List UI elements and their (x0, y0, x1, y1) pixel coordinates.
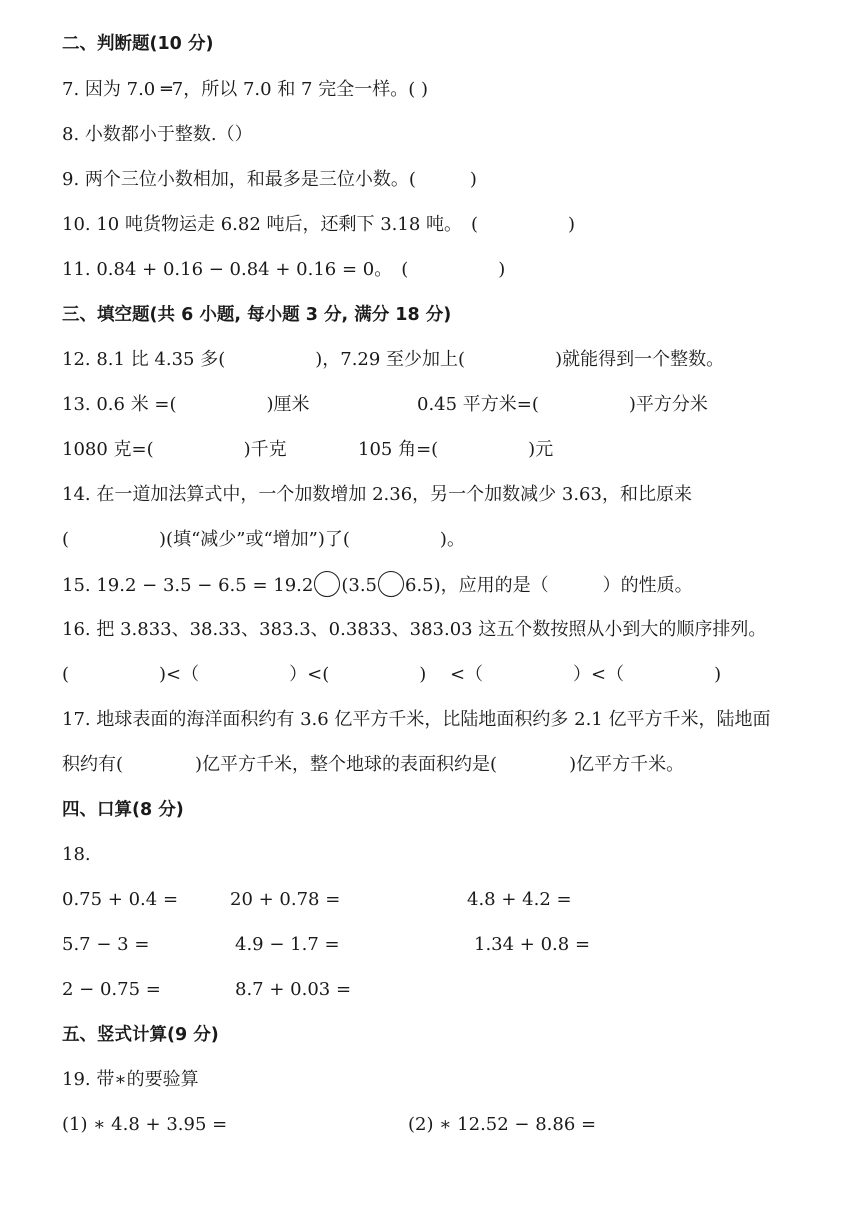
oral-calc-item: 2 − 0.75 = (62, 979, 161, 1000)
section-3-header: 三、填空题(共 6 小题, 每小题 3 分, 满分 18 分) (62, 305, 452, 325)
oral-calc-item: 0.75 + 0.4 = (62, 889, 179, 910)
question-13-c: 1080 克=( )千克 (62, 439, 287, 460)
section-2-header: 二、判断题(10 分) (62, 34, 214, 54)
question-13-d: 105 角=( )元 (358, 439, 554, 460)
question-15-middle: (3.5 (341, 575, 377, 596)
question-9: 9. 两个三位小数相加，和最多是三位小数。( ) (62, 169, 477, 190)
question-12: 12. 8.1 比 4.35 多( )，7.29 至少加上( )就能得到一个整数。 (62, 349, 725, 370)
vertical-calc-item-2: (2) ∗ 12.52 − 8.86 = (408, 1114, 597, 1135)
question-15 (62, 573, 693, 599)
oral-calc-item: 1.34 + 0.8 = (474, 934, 591, 955)
question-13-b: 0.45 平方米=( )平方分米 (417, 394, 708, 415)
oral-calc-item: 4.9 − 1.7 = (235, 934, 340, 955)
question-11: 11. 0.84 + 0.16 − 0.84 + 0.16 = 0。 ( ) (62, 259, 506, 280)
operator-blank-circle (378, 571, 404, 597)
operator-blank-circle (314, 571, 340, 597)
oral-calc-item: 4.8 + 4.2 = (467, 889, 572, 910)
question-15-expression: 15. 19.2 − 3.5 − 6.5 = 19.2 (62, 575, 314, 596)
question-8: 8. 小数都小于整数.（） (62, 124, 253, 145)
question-7: 7. 因为 7.0 ═7，所以 7.0 和 7 完全一样。( ) (62, 79, 428, 100)
question-10: 10. 10 吨货物运走 6.82 吨后，还剩下 3.18 吨。 ( ) (62, 214, 576, 235)
oral-calc-item: 5.7 − 3 = (62, 934, 150, 955)
question-15-end: 6.5)，应用的是（ ）的性质。 (405, 575, 693, 596)
question-16-line-2: ( )<（ ）<( ) <（ ）<（ ) (62, 664, 722, 685)
question-14-line-2: ( )(填“减少”或“增加”)了( )。 (62, 529, 465, 550)
question-13-a: 13. 0.6 米 =( )厘米 (62, 394, 310, 415)
section-4-header: 四、口算(8 分) (62, 800, 184, 820)
oral-calc-item: 8.7 + 0.03 = (235, 979, 352, 1000)
question-19-label: 19. 带∗的要验算 (62, 1069, 199, 1090)
oral-calc-item: 20 + 0.78 = (230, 889, 341, 910)
question-17-line-2: 积约有( )亿平方千米，整个地球的表面积约是( )亿平方千米。 (62, 754, 685, 775)
question-14-line-1: 14. 在一道加法算式中，一个加数增加 2.36，另一个加数减少 3.63，和比原来 (62, 484, 692, 505)
section-5-header: 五、竖式计算(9 分) (62, 1025, 219, 1045)
vertical-calc-item-1: (1) ∗ 4.8 + 3.95 = (62, 1114, 228, 1135)
question-16-line-1: 16. 把 3.833、38.33、383.3、0.3833、383.03 这五个数按照从小到大的顺序排列。 (62, 619, 767, 640)
question-17-line-1: 17. 地球表面的海洋面积约有 3.6 亿平方千米，比陆地面积约多 2.1 亿平方千米，陆地面 (62, 709, 771, 730)
question-18-label: 18. (62, 844, 91, 865)
